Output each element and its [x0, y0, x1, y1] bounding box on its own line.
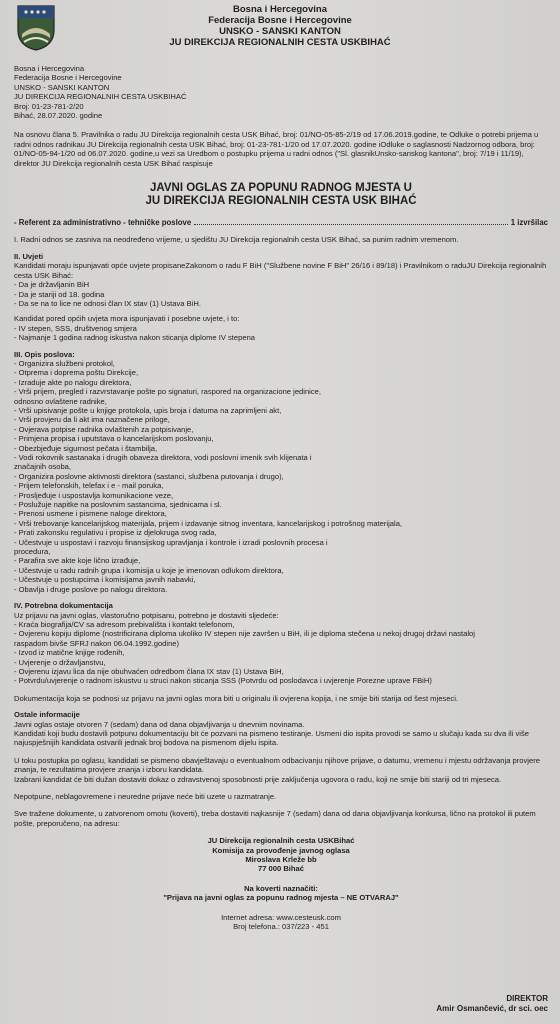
list-item: - Prijem telefonskih, telefax i e - mail poruka, — [14, 481, 164, 491]
list-item: - Otprema i doprema poštu Direkcije, — [14, 368, 139, 378]
list-item: - Izraduje akte po nalogu direktora, — [14, 377, 132, 387]
info-paragraph: Nepotpune, neblagovremene i neuredne prijave neće biti uzete u razmatranje. — [14, 792, 277, 801]
list-item: - Ovjerenu kopiju diplome (nostrificirana diploma ukoliko IV stepen nije završen u BiH, ili je diploma stečena u nekoj drugoj državi nastaloj — [14, 629, 475, 639]
section-title: III. Opis poslova: — [14, 349, 75, 359]
special-conditions-paragraph: Kandidat pored općih uvjeta mora ispunjavati i posebne uvjete, i to: — [14, 314, 240, 324]
recipient-line: Komisija za provođenje javnog oglasa — [212, 845, 350, 855]
special-conditions-list — [14, 324, 548, 343]
list-item: - Vrši provjeru da li akt ima naznačene priloge, — [14, 415, 170, 425]
list-item: raspadom bivše SFRJ nakon 06.04.1992.godine) — [14, 638, 180, 648]
info-paragraph: Izabrani kandidat će biti dužan dostaviti dokaz o zdravstvenoj sposobnosti prije zaključenja ugovora o radu, koji ne smije biti stariji od tri mjeseca. — [14, 774, 502, 784]
address-line: UNSKO - SANSKI KANTON — [14, 82, 110, 92]
info-paragraph: Javni oglas ostaje otvoren 7 (sedam) dana od dana objavljivanja u dnevnim novinama. — [14, 719, 305, 729]
title-line: JAVNI OGLAS ZA POPUNU RADNOG MJESTA U — [150, 182, 412, 195]
heading-line: Bosna i Hercegovina — [233, 4, 327, 15]
list-item: - Da je stariji od 18. godina — [14, 289, 105, 299]
list-item: procedura, — [14, 547, 51, 557]
list-item: - Učestvuje u radu radnih grupa i komisija u koje je imenovan odlukom direktora, — [14, 565, 284, 575]
envelope-text: "Prijava na javni oglas za popunu radnog mjesta – NE OTVARAJ" — [163, 893, 399, 903]
signature-block — [436, 994, 548, 1014]
position-count: 1 izvršilac — [510, 218, 548, 228]
list-item: - IV stepen, SSS, društvenog smjera — [14, 323, 137, 333]
list-item: - Prenosi usmene i pismene naloge direktora, — [14, 509, 167, 519]
address-line: JU DIREKCIJA REGIONALNIH CESTA USKBIHAĆ — [14, 92, 187, 102]
list-item: - Vrši upisivanje pošte u knjige protokola, upis broja i datuma na zaprimljeni akt, — [14, 405, 282, 415]
list-item: - Primjena propisa i uputstava o kancelarijskom poslovanju, — [14, 434, 214, 444]
list-item: - Organizira službeni protokol, — [14, 358, 115, 368]
list-item: - Ovjerava potpise radnika ovlaštenih za potpisivanje, — [14, 424, 194, 434]
documents-paragraph: Uz prijavu na javni oglas, vlastoručno potpisanu, potrebno je dostaviti sljedeće: — [14, 610, 279, 620]
list-item: - Vrši trebovanje kancelarijskog materijala, prijem i izdavanje sitnog inventara, kancelarijskog i potrošnog materijala, — [14, 518, 403, 528]
recipient-address — [14, 836, 548, 874]
list-item: - Da se na to lice ne odnosi član IX stav (1) Ustava BiH. — [14, 298, 201, 308]
dotted-leader — [194, 218, 508, 225]
info-paragraph: Kandidati koji budu dostavili potpunu dokumentaciju bit će pozvani na pismeno testiranje. Usmeni dio ispita provodi se samo u slučaju kada su dva ili više najuspješnijih kandidata ostvarili jednak broj bodova na pismenom dijelu ispita. — [14, 728, 529, 748]
sender-address — [14, 64, 548, 120]
section-employment-terms: I. Radni odnos se zasniva na neodređeno vrijeme, u sjedištu JU Direkcija regionalnih cesta USK Bihać, sa punim radnim vremenom. — [14, 235, 459, 245]
contact-info — [14, 913, 548, 932]
signature-name: Amir Osmančević, dr sci. oec — [436, 1004, 548, 1013]
list-item: - Vrši prijem, pregled i razvrstavanje pošte po signaturi, raspored na organizacione jedinice, — [14, 387, 322, 397]
documents-note: Dokumentacija koja se podnosi uz prijavu na javni oglas mora biti u originalu ili ovjerena kopija, i ne smije biti starija od šest mjeseci. — [14, 693, 459, 703]
envelope-label: Na koverti naznačiti: — [244, 883, 318, 893]
website: Internet adresa: www.cesteusk.com — [221, 912, 341, 922]
title-line: JU DIREKCIJA REGIONALNIH CESTA USK BIHAĆ — [145, 195, 417, 208]
general-conditions-list — [14, 280, 548, 308]
list-item: - Izvod iz matične knjige rođenih, — [14, 648, 125, 658]
list-item: - Poslužuje napitke na poslovnim sastancima, sjednicama i sl. — [14, 500, 222, 510]
required-documents-list — [14, 620, 548, 686]
list-item: - Učestvuje u uspostavi i razvoju finansijskog upravljanja i kontrole i izradi poslovnih procesa i — [14, 537, 328, 547]
phone-number: Broj telefona.: 037/223 - 451 — [233, 922, 329, 932]
conditions-paragraph: Kandidati moraju ispunjavati opće uvjete propisaneZakonom o radu F BiH ("Službene novine F BiH" 26/16 i 89/18) i Pravilnikom o raduJU Direkcija regionalnih cesta USK Bihać: — [14, 261, 547, 280]
recipient-line: 77 000 Bihać — [257, 864, 304, 874]
list-item: - Vodi rokovnik sastanaka i drugih obaveza direktora, vodi poslovni imenik svih klijenata i — [14, 453, 312, 462]
heading-line: UNSKO - SANSKI KANTON — [219, 26, 341, 37]
address-line: Bosna i Hercegovina — [14, 64, 85, 73]
heading-line: JU DIREKCIJA REGIONALNIH CESTA USKBIHAĆ — [169, 37, 391, 48]
list-item: - Da je državljanin BiH — [14, 280, 90, 290]
list-item: - Najmanje 1 godina radnog iskustva nakon sticanja diplome IV stepena — [14, 333, 256, 343]
list-item: značajnih osoba, — [14, 462, 71, 472]
intro-paragraph: Na osnovu člana 5. Pravilnika o radu JU Direkcija regionalnih cesta USK Bihać, broj: 01/NO-05-85-2/19 od 17.06.2019.godine, te Odluke o potrebi prijema u radni odnos radnikau JU Direkcija regionalnih cesta USK Bihać, broj: 01-23-781-1/20 od 17.07.2020. godine iOdluke o saglasnosti Nadzornog odbora, broj: 01/NO-05-94-1/20 od 06.07.2020. godine,u vezi sa Uredbom o postupku prijema u radni odnos ("Sl. glasnikUnsko-sanskog kantona", broj: 7/19 i 11/19), direktor JU Direkcija regionalnih cesta USK Bihać raspisuje — [14, 130, 539, 168]
list-item: - Ovjerenu izjavu lica da nije obuhvaćen odredbom člana IX stav (1) Ustava BiH, — [14, 666, 284, 676]
list-item: - Kraća biografija/CV sa adresom prebivališta i kontakt telefonom, — [14, 619, 235, 629]
list-item: - Uvjerenje o državljanstvu, — [14, 657, 106, 667]
recipient-line: JU Direkcija regionalnih cesta USKBihać — [207, 836, 355, 846]
list-item: - Organizira poslovne aktivnosti direktora (sastanci, službena putovanja i drugo), — [14, 471, 284, 481]
info-paragraph: U toku postupka po oglasu, kandidati se pismeno obavještavaju o eventualnom odbacivanju njihove prijave, o datumu, vremenu i mjestu održavanja provjere znanja, te rezultatima provjere znanja i izboru kandidata. — [14, 755, 540, 775]
address-line: Federacija Bosne i Hercegovine — [14, 73, 122, 83]
envelope-note — [14, 884, 548, 903]
section-title: II. Uvjeti — [14, 251, 44, 261]
list-item: - Učestvuje u postupcima i komisijama javnih nabavki, — [14, 575, 196, 585]
reference-number: Broj: 01-23-781-2/20 — [14, 101, 84, 111]
list-item: - Prosljeđuje i uspostavlja komunikacione veze, — [14, 490, 174, 500]
list-item: - Parafira sve akte koje lično izrađuje, — [14, 556, 141, 566]
position-line — [14, 218, 548, 227]
list-item: - Potvrdu/uvjerenje o radnom iskustvu u struci nakon sticanja SSS (Potvrdu od poslodavca i uvjerenje Porezne uprave FBiH) — [14, 676, 432, 686]
position-name: - Referent za administrativno - tehničke poslove — [14, 218, 192, 228]
list-item: - Obavlja i druge poslove po nalogu direktora. — [14, 584, 168, 594]
document-date: Bihać, 28.07.2020. godine — [14, 111, 103, 121]
heading-line: Federacija Bosne i Hercegovine — [208, 15, 352, 26]
document-body — [14, 64, 548, 931]
list-item: odnosno ovlaštene radnike, — [14, 396, 107, 406]
info-paragraph: Sve tražene dokumente, u zatvorenom omotu (koverti), treba dostaviti najkasnije 7 (sedam) dana od dana objavljivanja konkursa, lično na protokol ili putem pošte, preporučeno, na adresu: — [14, 809, 536, 828]
signature-role: DIREKTOR — [506, 994, 548, 1003]
section-title: IV. Potrebna dokumentacija — [14, 601, 113, 611]
institution-heading — [0, 4, 560, 48]
recipient-line: Miroslava Krleže bb — [245, 855, 317, 865]
document-title — [14, 182, 548, 208]
list-item: - Prati zakonsku regulativu i propise iz djelokruga svog rada, — [14, 528, 217, 538]
document-header — [0, 0, 560, 56]
list-item: - Obezbjeđuje sigurnost pečata i štambilja, — [14, 443, 158, 453]
job-duties-list — [14, 359, 548, 594]
section-title: Ostale informacije — [14, 710, 80, 720]
